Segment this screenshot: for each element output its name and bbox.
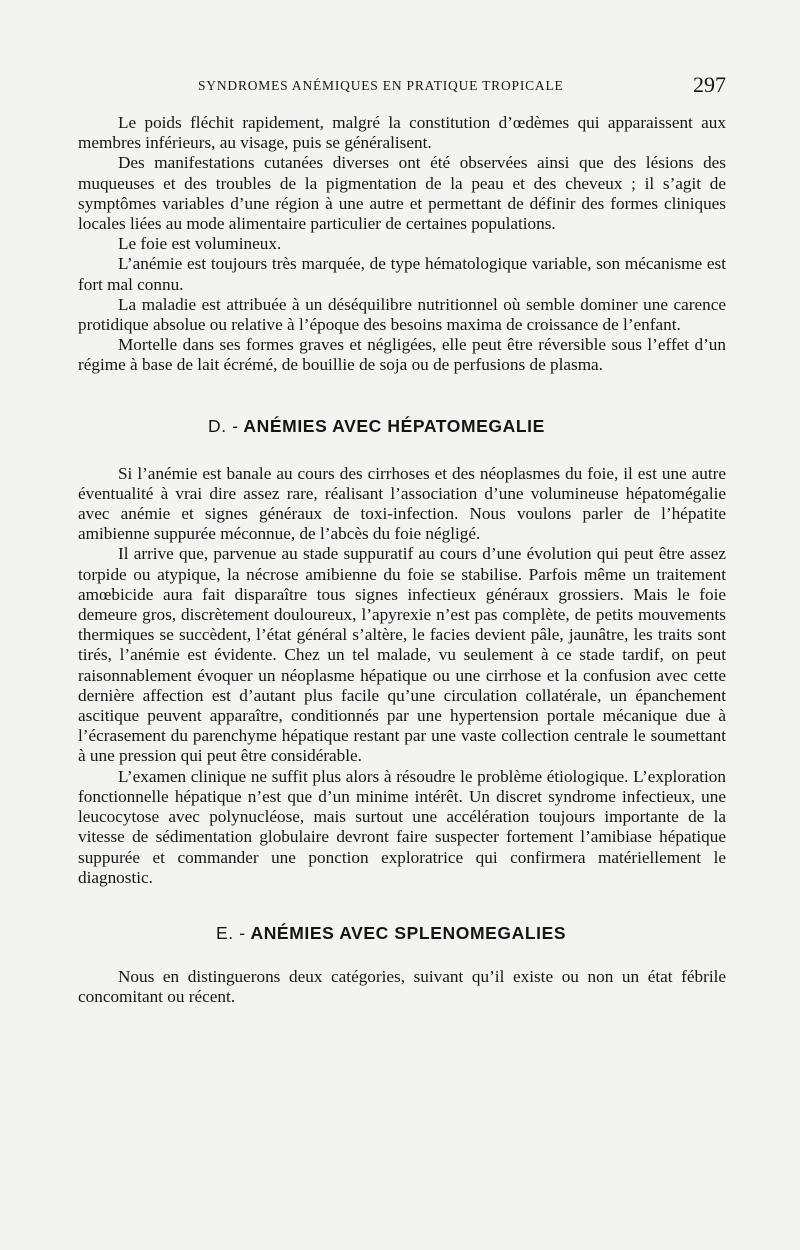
paragraph: Le poids fléchit rapidement, malgré la constitution d’œdèmes qui apparaissent aux membres inférieurs, au visage, puis se généralisent.	[78, 113, 726, 153]
section-heading-e	[78, 923, 726, 944]
paragraph: Il arrive que, parvenue au stade suppuratif au cours d’une évolution qui peut être assez torpide ou atypique, la nécrose amibienne du foie se stabilise. Parfois même un traitement amœbicide aura fait disparaître tous signes infectieux généraux grossiers. Mais le foie demeure gros, discrètement douloureux, l’apyrexie n’est pas complète, de petits mouvements thermiques se succèdent, l’état général s’altère, le facies devient pâle, jaunâtre, les traits sont tirés, l’anémie est évidente. Chez un tel malade, vu seulement à ce stade tardif, on peut raisonnablement évoquer un néoplasme hépatique ou une cirrhose et la confusion avec cette dernière affection est d’autant plus facile qu’une circulation collatérale, un épanchement ascitique peuvent apparaître, conditionnés par une hypertension portale mécanique due à l’écrasement du parenchyme hépatique restant par une vaste collection centrale le soumettant à une pression qui peut être considérable.	[78, 544, 726, 766]
paragraph: Nous en distinguerons deux catégories, suivant qu’il existe ou non un état fébrile concomitant ou récent.	[78, 966, 726, 1007]
paragraph: L’anémie est toujours très marquée, de type hématologique variable, son mécanisme est fort mal connu.	[78, 254, 726, 294]
paragraph: La maladie est attribuée à un déséquilibre nutritionnel où semble dominer une carence protidique absolue ou relative à l’époque des besoins maxima de croissance de l’enfant.	[78, 294, 726, 335]
paragraph: L’examen clinique ne suffit plus alors à résoudre le problème étiologique. L’exploration fonctionnelle hépatique n’est que d’un minime intérêt. Un discret syndrome infectieux, une leucocytose avec polynucléose, mais surtout une accélération toujours importante de la vitesse de sédimentation globulaire devront faire suspecter fortement l’amibiase hépatique suppurée et commander une ponction exploratrice qui confirmera matériellement le diagnostic.	[78, 766, 726, 887]
paragraph: Le foie est volumineux.	[118, 234, 282, 254]
paragraph: Mortelle dans ses formes graves et négligées, elle peut être réversible sous l’effet d’un régime à base de lait écrémé, de bouillie de soja ou de perfusions de plasma.	[78, 335, 726, 375]
section-letter: E. -	[216, 922, 246, 943]
running-head	[78, 72, 726, 100]
book-page	[78, 72, 726, 1007]
paragraph: Si l’anémie est banale au cours des cirrhoses et des néoplasmes du foie, il est une autre éventualité à vrai dire assez rare, réalisant l’association d’une volumineuse hépatomégalie avec anémie et signes généraux de toxi-infection. Nous voulons parler de l’hépatite amibienne suppurée méconnue, de l’abcès du foie négligé.	[78, 463, 726, 544]
section-title: ANÉMIES AVEC HÉPATOMEGALIE	[243, 415, 545, 436]
section-heading-d	[78, 416, 726, 437]
section-title: ANÉMIES AVEC SPLENOMEGALIES	[250, 922, 567, 943]
paragraph: Des manifestations cutanées diverses ont été observées ainsi que des lésions des muqueuses et des troubles de la pigmentation de la peau et des cheveux ; il s’agit de symptômes variables d’une région à une autre et permettant de définir des formes cliniques locales liées au mode alimentaire particulier de certaines populations.	[78, 153, 726, 234]
page-number: 297	[693, 72, 726, 97]
running-title: SYNDROMES ANÉMIQUES EN PRATIQUE TROPICALE	[198, 78, 564, 93]
section-letter: D. -	[208, 415, 239, 436]
